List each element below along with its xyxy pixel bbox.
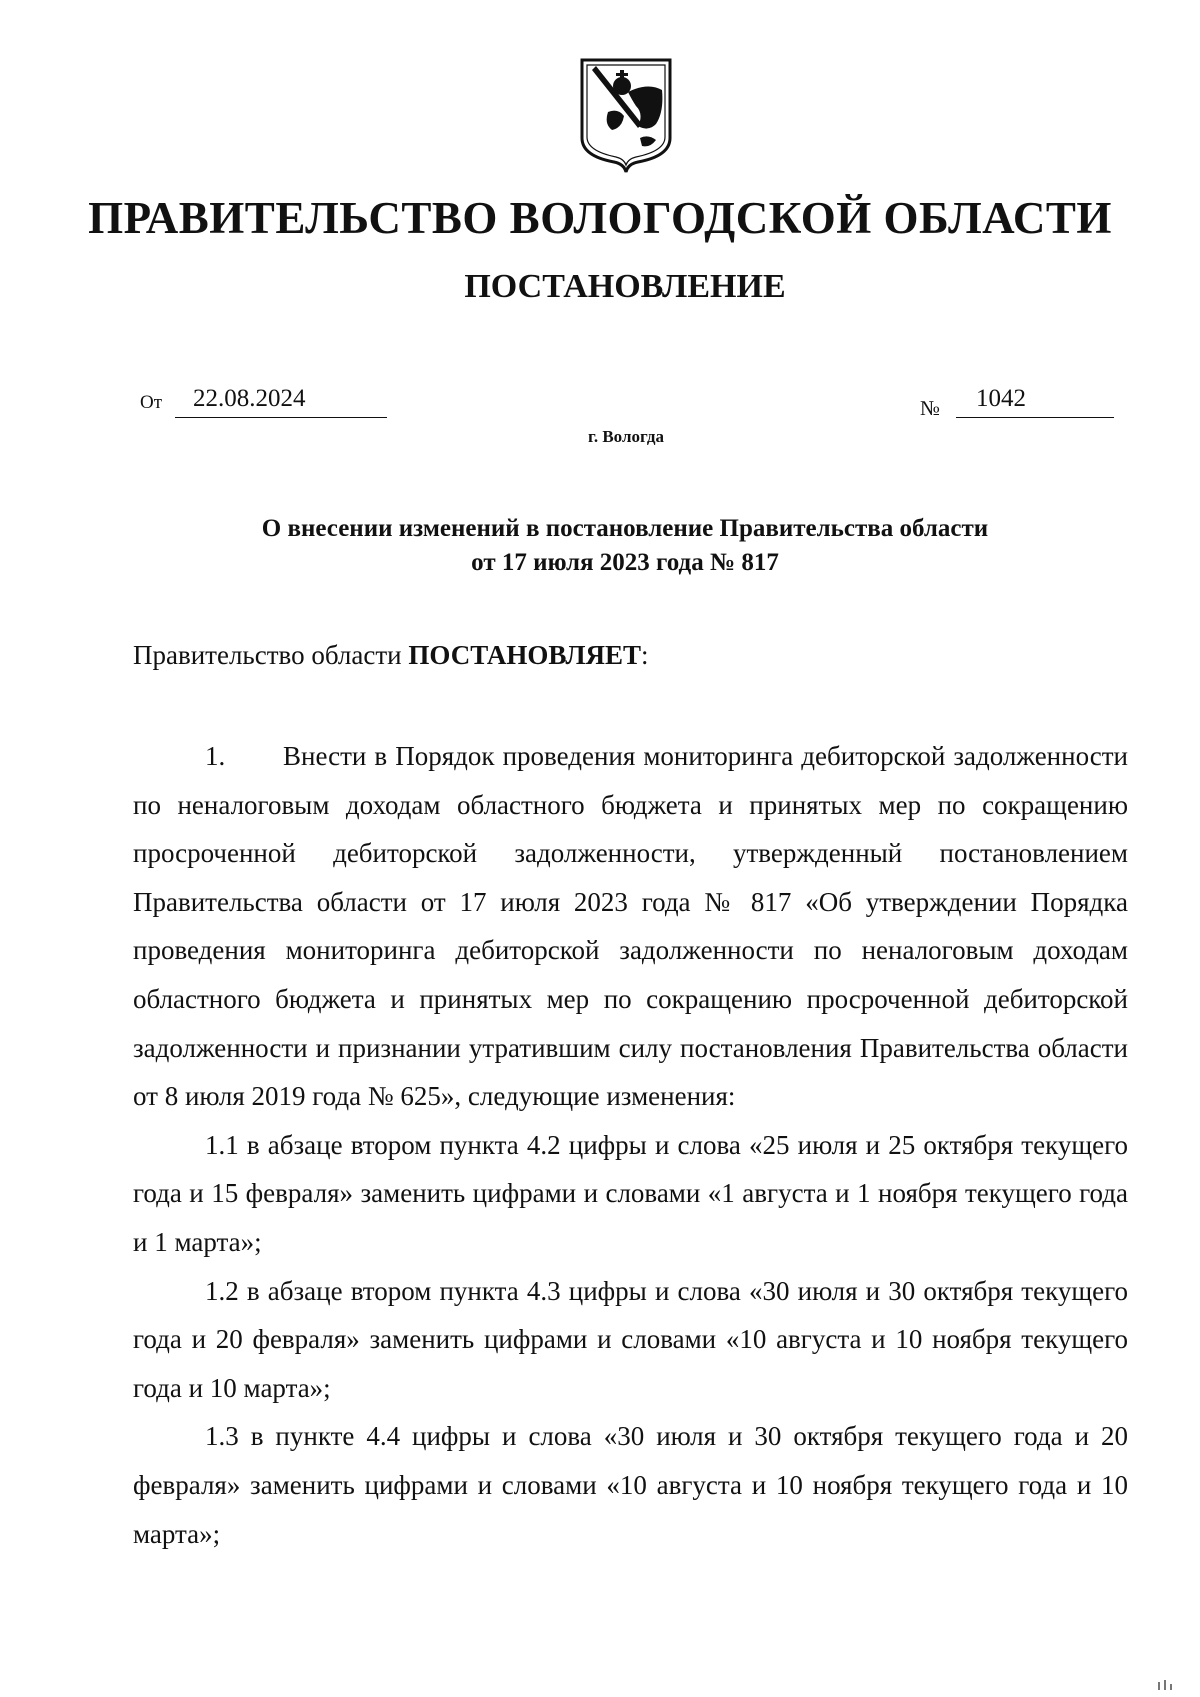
subject-line-1: О внесении изменений в постановление Правительства области bbox=[261, 515, 989, 542]
paragraph-item-1-2: 1.2 в абзаце втором пункта 4.3 цифры и слова «30 июля и 30 октября текущего года и 20 февраля» заменить цифрами и словами «10 августа и 10 ноября текущего года и 10 марта»; bbox=[133, 1275, 1128, 1403]
document-date: 22.08.2024 bbox=[175, 384, 387, 418]
preamble-suffix: : bbox=[640, 640, 649, 670]
document-type-title: ПОСТАНОВЛЕНИЕ bbox=[464, 268, 786, 305]
government-title: ПРАВИТЕЛЬСТВО ВОЛОГОДСКОЙ ОБЛАСТИ bbox=[88, 193, 1112, 243]
city-label: г. Вологда bbox=[588, 427, 664, 446]
preamble-keyword: ПОСТАНОВЛЯЕТ bbox=[408, 640, 641, 670]
subject-line-2: от 17 июля 2023 года № 817 bbox=[471, 549, 779, 576]
scan-mark bbox=[1156, 1680, 1180, 1690]
paragraph-item-1 bbox=[133, 732, 1128, 1121]
preamble-prefix: Правительство области bbox=[133, 640, 409, 670]
date-block bbox=[140, 385, 306, 414]
coat-of-arms-emblem bbox=[578, 52, 674, 174]
document-subject bbox=[0, 512, 1200, 580]
number-block bbox=[920, 385, 1026, 421]
date-label: От bbox=[140, 392, 163, 413]
paragraph-text: Внести в Порядок проведения мониторинга дебиторской задолженности по неналоговым доходам областного бюджета и принятых мер по сокращению просроченной дебиторской задолженности, утвержденный постановлением Правительства области от 17 июля 2023 года № 817 «Об утверждении Порядка проведения мониторинга дебиторской задолженности по неналоговым доходам областного бюджета и принятых мер по сокращению просроченной дебиторской задолженности и признании утратившим силу постановления Правительства области от 8 июля 2019 года № 625», следующие изменения: bbox=[133, 741, 1128, 1112]
paragraph-item-1-3: 1.3 в пункте 4.4 цифры и слова «30 июля и 30 октября текущего года и 20 февраля» заменить цифрами и словами «10 августа и 10 ноября текущего года и 10 марта»; bbox=[133, 1421, 1128, 1549]
paragraph-item-1-1: 1.1 в абзаце втором пункта 4.2 цифры и слова «25 июля и 25 октября текущего года и 15 февраля» заменить цифрами и словами «1 августа и 1 ноября текущего года и 1 марта»; bbox=[133, 1129, 1128, 1257]
document-number: 1042 bbox=[956, 384, 1114, 418]
item-number: 1. bbox=[205, 741, 226, 771]
number-label: № bbox=[920, 396, 941, 420]
preamble bbox=[133, 640, 649, 671]
document-body bbox=[133, 732, 1128, 1558]
